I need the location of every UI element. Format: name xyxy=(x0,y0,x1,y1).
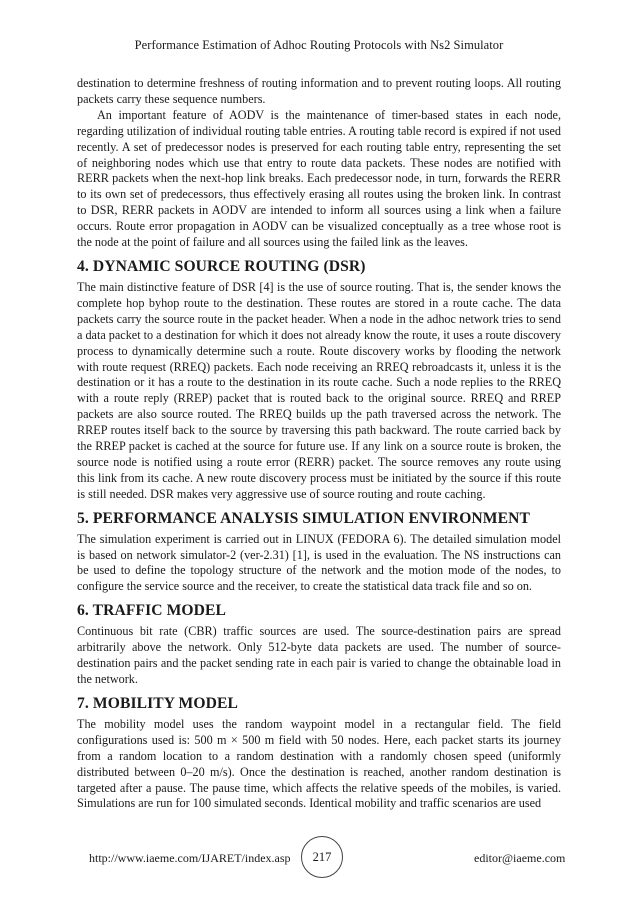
footer-url-link[interactable]: http://www.iaeme.com/IJARET/index.asp xyxy=(89,851,291,865)
footer-email-link[interactable]: editor@iaeme.com xyxy=(474,851,566,865)
section-heading-dsr: 4. DYNAMIC SOURCE ROUTING (DSR) xyxy=(77,257,366,275)
paragraph-traffic-model: Continuous bit rate (CBR) traffic sources are used. The source-destination pairs are spread arbitrarily above the network. Only 512-byte data packets are used. The number of source-destination pairs and the packet sending rate in each pair is varied to change the obtainable load in the network. xyxy=(77,624,561,686)
page-footer xyxy=(0,842,638,876)
section-heading-mobility-model: 7. MOBILITY MODEL xyxy=(77,694,238,712)
section-heading-simulation-environment: 5. PERFORMANCE ANALYSIS SIMULATION ENVIRONMENT xyxy=(77,509,530,527)
paragraph-aodv-continued: destination to determine freshness of routing information and to prevent routing loops. All routing packets carry these sequence numbers. xyxy=(77,76,561,106)
paragraph-aodv-timer-states: An important feature of AODV is the maintenance of timer-based states in each node, regarding utilization of individual routing table entries. A routing table record is expired if not used recently. A set of predecessor nodes is preserved for each routing table entry, representing the set of neighboring nodes which use that entry to route data packets. These nodes are notified with RERR packets when the next-hop link breaks. Each predecessor node, in turn, forwards the RERR to its own set of predecessors, thus effectively erasing all routes using the broken link. In contrast to DSR, RERR packets in AODV are intended to inform all sources using a link when a failure occurs. Route error propagation in AODV can be visualized conceptually as a tree whose root is the node at the point of failure and all sources using the failed link as the leaves. xyxy=(77,107,561,250)
paragraph-dsr: The main distinctive feature of DSR [4] is the use of source routing. That is, the sender knows the complete hop byhop route to the destination. These routes are stored in a route cache. The data packets carry the source route in the packet header. When a node in the adhoc network tries to send a data packet to a destination for which it does not already know the route, it uses a route discovery process to dynamically determine such a route. Route discovery works by flooding the network with route request (RREQ) packets. Each node receiving an RREQ rebroadcasts it, unless it is the destination or it has a route to the destination in its route cache. Such a node replies to the RREQ with a route reply (RREP) packet that is routed back to the original source. RREQ and RREP packets are also source routed. The RREQ builds up the path traversed across the network. The RREP routes itself back to the source by traversing this path backward. The route carried back by the RREP packet is cached at the source for future use. If any link on a source route is broken, the source node is notified using a route error (RERR) packet. The source removes any route using this link from its cache. A new route discovery process must be initiated by the source if this route is still needed. DSR makes very aggressive use of source routing and route caching. xyxy=(77,279,561,501)
page-number: 217 xyxy=(301,836,343,878)
page-body xyxy=(77,76,561,812)
section-heading-traffic-model: 6. TRAFFIC MODEL xyxy=(77,602,227,620)
paragraph-mobility-model: The mobility model uses the random waypoint model in a rectangular field. The field configurations used is: 500 m × 500 m field with 50 nodes. Here, each packet starts its journey from a random location to a random destination with a randomly chosen speed (uniformly distributed between 0–20 m/s). Once the destination is reached, another random destination is targeted after a pause. The pause time, which affects the relative speeds of the mobiles, is varied. Simulations are run for 100 simulated seconds. Identical mobility and traffic scenarios are used xyxy=(77,716,561,811)
paragraph-simulation-environment: The simulation experiment is carried out in LINUX (FEDORA 6). The detailed simulation model is based on network simulator-2 (ver-2.31) [1], is used in the evaluation. The NS instructions can be used to define the topology structure of the network and the motion mode of the nodes, to configure the service source and the receiver, to create the statistical data track file and so on. xyxy=(77,531,561,594)
running-header: Performance Estimation of Adhoc Routing Protocols with Ns2 Simulator xyxy=(134,38,504,52)
